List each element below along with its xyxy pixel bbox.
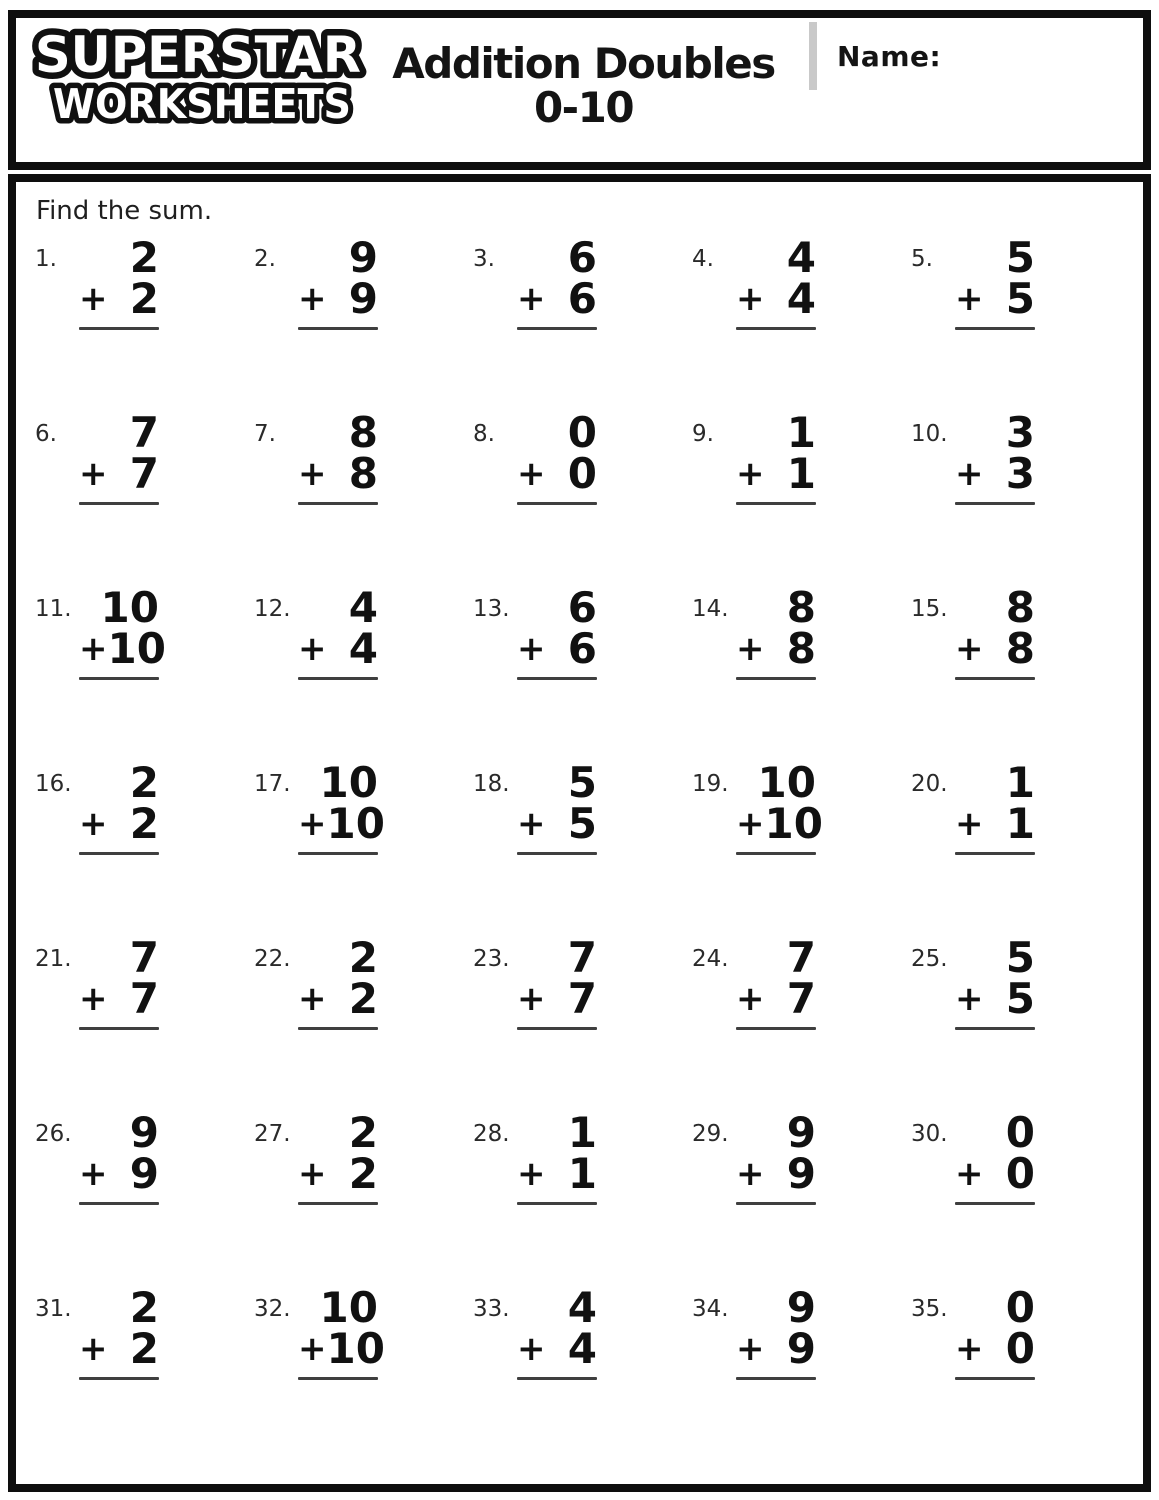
header-box	[8, 10, 1151, 170]
plus-icon: +	[517, 628, 546, 669]
addend-row	[517, 798, 597, 848]
addend-bottom: 9	[348, 273, 378, 323]
addend-top: 2	[129, 1283, 159, 1332]
addend-top: 10	[319, 1283, 378, 1332]
addition-problem	[692, 1109, 911, 1284]
addition-problem	[473, 584, 692, 759]
problem-numbers	[298, 934, 378, 1030]
addition-problem	[692, 234, 911, 409]
addition-problem	[254, 409, 473, 584]
answer-line	[736, 1377, 816, 1380]
problem-numbers	[79, 409, 159, 505]
answer-line	[79, 1377, 159, 1380]
addend-row	[79, 273, 159, 323]
plus-icon: +	[79, 1153, 108, 1194]
answer-line	[955, 502, 1035, 505]
addend-bottom: 5	[567, 798, 597, 848]
addend-top: 8	[786, 583, 816, 632]
addend-top: 2	[348, 933, 378, 982]
plus-icon: +	[955, 1328, 984, 1369]
problem-numbers	[736, 234, 816, 330]
problem-number: 29.	[692, 1121, 729, 1147]
problem-number: 9.	[692, 421, 714, 447]
addend-top: 2	[129, 233, 159, 282]
problem-numbers	[517, 1109, 597, 1205]
plus-icon: +	[736, 1328, 765, 1369]
problem-numbers	[79, 759, 159, 855]
plus-icon: +	[79, 628, 108, 669]
plus-icon: +	[298, 628, 327, 669]
addend-bottom: 0	[1005, 1148, 1035, 1198]
addend-top: 0	[1005, 1283, 1035, 1332]
addend-bottom: 7	[129, 448, 159, 498]
problem-number: 28.	[473, 1121, 510, 1147]
addition-problem	[473, 759, 692, 934]
addition-problem	[911, 584, 1130, 759]
addend-row	[955, 623, 1035, 673]
problem-numbers	[736, 409, 816, 505]
addend-bottom: 2	[348, 1148, 378, 1198]
addend-row	[736, 1323, 816, 1373]
answer-line	[736, 1027, 816, 1030]
content-box	[8, 174, 1151, 1492]
answer-line	[517, 1202, 597, 1205]
problem-number: 7.	[254, 421, 276, 447]
problem-number: 6.	[35, 421, 57, 447]
plus-icon: +	[79, 278, 108, 319]
addend-top: 10	[757, 758, 816, 807]
addition-problem	[35, 409, 254, 584]
plus-icon: +	[517, 1328, 546, 1369]
addend-row	[79, 448, 159, 498]
answer-line	[955, 852, 1035, 855]
plus-icon: +	[955, 628, 984, 669]
addend-bottom: 5	[1005, 973, 1035, 1023]
problem-numbers	[955, 234, 1035, 330]
addition-problem	[254, 759, 473, 934]
logo-line1: SUPERSTAR	[35, 26, 361, 84]
answer-line	[955, 1202, 1035, 1205]
addend-bottom: 8	[348, 448, 378, 498]
addend-row	[955, 973, 1035, 1023]
plus-icon: +	[79, 1328, 108, 1369]
addend-top: 1	[1005, 758, 1035, 807]
addend-row	[736, 798, 823, 848]
addend-bottom: 10	[326, 1323, 385, 1373]
problem-number: 15.	[911, 596, 948, 622]
problem-numbers	[298, 234, 378, 330]
answer-line	[517, 327, 597, 330]
addend-row	[517, 1148, 597, 1198]
answer-line	[736, 502, 816, 505]
addend-bottom: 9	[129, 1148, 159, 1198]
problem-number: 34.	[692, 1296, 729, 1322]
answer-line	[79, 1202, 159, 1205]
answer-line	[79, 677, 159, 680]
addend-row	[955, 273, 1035, 323]
problem-number: 19.	[692, 771, 729, 797]
problem-numbers	[955, 409, 1035, 505]
addend-bottom: 7	[129, 973, 159, 1023]
answer-line	[736, 677, 816, 680]
addition-problem	[473, 234, 692, 409]
plus-icon: +	[736, 628, 765, 669]
addend-row	[517, 273, 597, 323]
addend-bottom: 3	[1005, 448, 1035, 498]
problem-numbers	[955, 584, 1035, 680]
addend-row	[736, 448, 816, 498]
answer-line	[298, 502, 378, 505]
plus-icon: +	[517, 453, 546, 494]
addend-row	[298, 1148, 378, 1198]
logo-line2: WORKSHEETS	[53, 80, 351, 128]
addend-top: 7	[786, 933, 816, 982]
answer-line	[517, 1377, 597, 1380]
plus-icon: +	[298, 453, 327, 494]
answer-line	[955, 327, 1035, 330]
addend-row	[736, 273, 816, 323]
problem-numbers	[298, 1283, 385, 1380]
problem-numbers	[517, 934, 597, 1030]
addition-problem	[254, 584, 473, 759]
problem-number: 18.	[473, 771, 510, 797]
problem-numbers	[79, 583, 166, 680]
problem-numbers	[298, 584, 378, 680]
addend-top: 5	[1005, 933, 1035, 982]
problem-number: 25.	[911, 946, 948, 972]
addend-top: 9	[786, 1108, 816, 1157]
addend-bottom: 0	[567, 448, 597, 498]
problem-number: 1.	[35, 246, 57, 272]
addend-top: 5	[567, 758, 597, 807]
addend-row	[298, 448, 378, 498]
addition-problem	[911, 234, 1130, 409]
addition-problem	[911, 409, 1130, 584]
addend-row	[955, 1323, 1035, 1373]
addend-bottom: 2	[129, 798, 159, 848]
problem-numbers	[955, 934, 1035, 1030]
addend-row	[298, 273, 378, 323]
problem-numbers	[736, 758, 823, 855]
addend-bottom: 7	[567, 973, 597, 1023]
addition-problem	[692, 759, 911, 934]
addend-row	[79, 623, 166, 673]
answer-line	[955, 1027, 1035, 1030]
answer-line	[79, 502, 159, 505]
addend-top: 0	[1005, 1108, 1035, 1157]
problem-number: 4.	[692, 246, 714, 272]
addend-top: 4	[786, 233, 816, 282]
problem-numbers	[298, 1109, 378, 1205]
addition-problem	[254, 934, 473, 1109]
name-divider-bar	[809, 22, 817, 90]
addend-top: 9	[786, 1283, 816, 1332]
addition-problem	[692, 1284, 911, 1459]
problem-number: 13.	[473, 596, 510, 622]
instructions-text: Find the sum.	[36, 196, 213, 226]
problem-numbers	[955, 759, 1035, 855]
problem-numbers	[79, 934, 159, 1030]
worksheet-title-line1: Addition Doubles	[392, 39, 775, 88]
addend-row	[517, 1323, 597, 1373]
plus-icon: +	[79, 978, 108, 1019]
addend-bottom: 8	[1005, 623, 1035, 673]
addend-bottom: 6	[567, 273, 597, 323]
plus-icon: +	[298, 278, 327, 319]
plus-icon: +	[298, 803, 327, 844]
addend-row	[517, 973, 597, 1023]
problem-number: 20.	[911, 771, 948, 797]
problem-numbers	[298, 758, 385, 855]
addend-row	[79, 973, 159, 1023]
addend-bottom: 9	[786, 1148, 816, 1198]
addend-top: 10	[100, 583, 159, 632]
addend-top: 9	[348, 233, 378, 282]
problem-numbers	[736, 934, 816, 1030]
plus-icon: +	[298, 1328, 327, 1369]
problem-numbers	[736, 584, 816, 680]
answer-line	[955, 677, 1035, 680]
addend-bottom: 2	[348, 973, 378, 1023]
addend-row	[955, 798, 1035, 848]
addition-problem	[692, 409, 911, 584]
addend-top: 8	[348, 408, 378, 457]
addend-bottom: 1	[786, 448, 816, 498]
problem-number: 3.	[473, 246, 495, 272]
problem-numbers	[79, 1109, 159, 1205]
problem-number: 21.	[35, 946, 72, 972]
answer-line	[517, 502, 597, 505]
problem-number: 33.	[473, 1296, 510, 1322]
problem-numbers	[736, 1284, 816, 1380]
addition-problem	[473, 934, 692, 1109]
problem-number: 35.	[911, 1296, 948, 1322]
plus-icon: +	[955, 1153, 984, 1194]
addend-bottom: 7	[786, 973, 816, 1023]
problem-number: 31.	[35, 1296, 72, 1322]
problem-numbers	[517, 759, 597, 855]
addend-row	[736, 1148, 816, 1198]
answer-line	[955, 1377, 1035, 1380]
addend-bottom: 4	[567, 1323, 597, 1373]
addend-bottom: 5	[1005, 273, 1035, 323]
plus-icon: +	[955, 803, 984, 844]
name-label: Name:	[837, 40, 942, 73]
addition-problem	[911, 934, 1130, 1109]
addition-problem	[473, 1284, 692, 1459]
addend-row	[955, 448, 1035, 498]
problem-numbers	[517, 234, 597, 330]
addition-problem	[911, 759, 1130, 934]
problem-numbers	[517, 584, 597, 680]
addition-problem	[35, 584, 254, 759]
problem-number: 10.	[911, 421, 948, 447]
addend-row	[517, 448, 597, 498]
plus-icon: +	[517, 278, 546, 319]
answer-line	[517, 1027, 597, 1030]
plus-icon: +	[298, 1153, 327, 1194]
worksheet-title-line2: 0-10	[533, 83, 634, 133]
answer-line	[298, 677, 378, 680]
problem-number: 32.	[254, 1296, 291, 1322]
addition-problem	[35, 759, 254, 934]
problem-number: 12.	[254, 596, 291, 622]
addend-top: 4	[567, 1283, 597, 1332]
addition-problem	[911, 1284, 1130, 1459]
addend-top: 9	[129, 1108, 159, 1157]
addend-top: 4	[348, 583, 378, 632]
problem-number: 23.	[473, 946, 510, 972]
answer-line	[298, 1027, 378, 1030]
problem-number: 8.	[473, 421, 495, 447]
problem-numbers	[79, 234, 159, 330]
plus-icon: +	[517, 1153, 546, 1194]
plus-icon: +	[298, 978, 327, 1019]
addend-bottom: 9	[786, 1323, 816, 1373]
addend-row	[298, 798, 385, 848]
addend-row	[298, 973, 378, 1023]
problems-grid	[16, 234, 1143, 1459]
addend-top: 1	[567, 1108, 597, 1157]
plus-icon: +	[79, 803, 108, 844]
addend-bottom: 10	[764, 798, 823, 848]
addend-top: 8	[1005, 583, 1035, 632]
problem-numbers	[517, 1284, 597, 1380]
addition-problem	[254, 1109, 473, 1284]
addend-row	[517, 623, 597, 673]
addition-problem	[473, 409, 692, 584]
problem-numbers	[298, 409, 378, 505]
addend-bottom: 2	[129, 273, 159, 323]
answer-line	[298, 1202, 378, 1205]
problem-number: 26.	[35, 1121, 72, 1147]
problem-number: 27.	[254, 1121, 291, 1147]
addend-bottom: 4	[786, 273, 816, 323]
addend-row	[298, 1323, 385, 1373]
problem-number: 30.	[911, 1121, 948, 1147]
problem-numbers	[517, 409, 597, 505]
addend-bottom: 10	[326, 798, 385, 848]
addend-row	[955, 1148, 1035, 1198]
worksheet-title	[371, 39, 796, 133]
addend-bottom: 1	[1005, 798, 1035, 848]
addition-problem	[35, 1109, 254, 1284]
plus-icon: +	[736, 453, 765, 494]
problem-number: 17.	[254, 771, 291, 797]
plus-icon: +	[955, 978, 984, 1019]
answer-line	[298, 852, 378, 855]
addition-problem	[473, 1109, 692, 1284]
addend-top: 7	[567, 933, 597, 982]
problem-numbers	[736, 1109, 816, 1205]
plus-icon: +	[517, 978, 546, 1019]
plus-icon: +	[736, 1153, 765, 1194]
superstar-worksheets-logo	[24, 24, 372, 136]
addend-top: 7	[129, 408, 159, 457]
addend-top: 6	[567, 583, 597, 632]
problem-number: 22.	[254, 946, 291, 972]
problem-number: 14.	[692, 596, 729, 622]
answer-line	[736, 1202, 816, 1205]
answer-line	[298, 1377, 378, 1380]
addend-bottom: 2	[129, 1323, 159, 1373]
answer-line	[736, 327, 816, 330]
problem-number: 2.	[254, 246, 276, 272]
problem-numbers	[955, 1109, 1035, 1205]
addend-top: 2	[129, 758, 159, 807]
plus-icon: +	[736, 803, 765, 844]
addition-problem	[35, 934, 254, 1109]
addend-bottom: 1	[567, 1148, 597, 1198]
addend-top: 0	[567, 408, 597, 457]
plus-icon: +	[517, 803, 546, 844]
addend-row	[736, 973, 816, 1023]
addition-problem	[35, 1284, 254, 1459]
addend-row	[79, 798, 159, 848]
addend-bottom: 10	[107, 623, 166, 673]
problem-number: 5.	[911, 246, 933, 272]
addition-problem	[254, 1284, 473, 1459]
problem-number: 24.	[692, 946, 729, 972]
addend-bottom: 8	[786, 623, 816, 673]
problem-number: 16.	[35, 771, 72, 797]
addend-top: 6	[567, 233, 597, 282]
addend-top: 2	[348, 1108, 378, 1157]
answer-line	[517, 677, 597, 680]
answer-line	[79, 1027, 159, 1030]
plus-icon: +	[955, 278, 984, 319]
addition-problem	[254, 234, 473, 409]
addend-top: 5	[1005, 233, 1035, 282]
answer-line	[517, 852, 597, 855]
addend-top: 10	[319, 758, 378, 807]
addend-bottom: 6	[567, 623, 597, 673]
plus-icon: +	[736, 978, 765, 1019]
addend-top: 7	[129, 933, 159, 982]
addition-problem	[911, 1109, 1130, 1284]
plus-icon: +	[955, 453, 984, 494]
addend-top: 3	[1005, 408, 1035, 457]
answer-line	[736, 852, 816, 855]
addition-problem	[692, 934, 911, 1109]
problem-number: 11.	[35, 596, 72, 622]
answer-line	[79, 852, 159, 855]
addend-row	[79, 1323, 159, 1373]
addition-problem	[35, 234, 254, 409]
addend-bottom: 4	[348, 623, 378, 673]
answer-line	[79, 327, 159, 330]
addend-row	[79, 1148, 159, 1198]
addend-top: 1	[786, 408, 816, 457]
problem-numbers	[79, 1284, 159, 1380]
addend-row	[736, 623, 816, 673]
addend-row	[298, 623, 378, 673]
addition-problem	[692, 584, 911, 759]
addend-bottom: 0	[1005, 1323, 1035, 1373]
problem-numbers	[955, 1284, 1035, 1380]
plus-icon: +	[736, 278, 765, 319]
answer-line	[298, 327, 378, 330]
plus-icon: +	[79, 453, 108, 494]
